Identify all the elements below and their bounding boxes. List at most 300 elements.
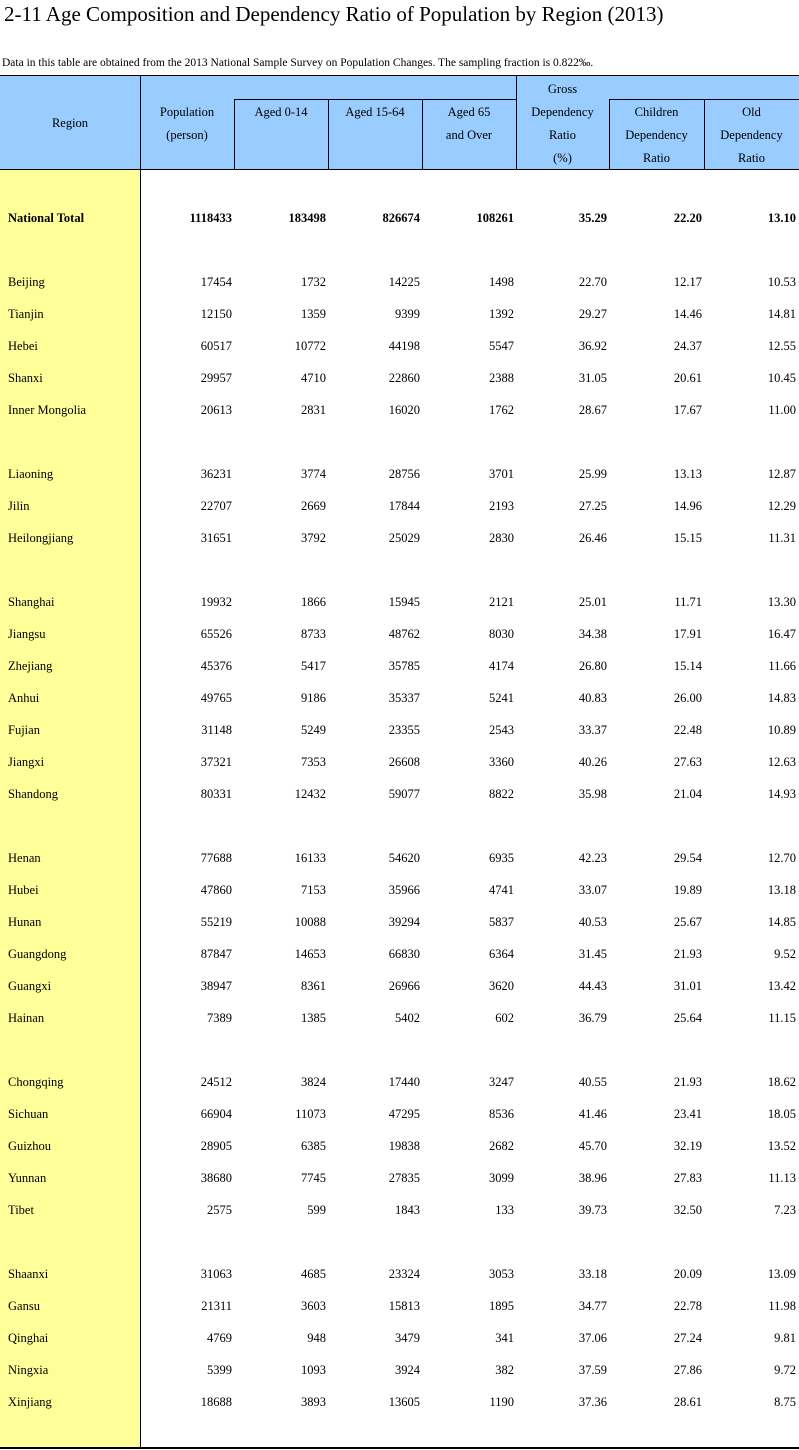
cell-aged-65: 1895	[489, 1299, 514, 1313]
cell-region: Yunnan	[8, 1171, 47, 1185]
cell-children: 26.00	[673, 691, 702, 705]
table-row	[0, 842, 799, 874]
cell-aged-0-14: 1359	[301, 307, 326, 321]
cell-population: 80331	[200, 787, 232, 801]
cell-aged-65: 5241	[489, 691, 514, 705]
header-children-line: Ratio	[642, 151, 671, 165]
cell-gross: 41.46	[578, 1107, 607, 1121]
cell-aged-15-64: 15813	[388, 1299, 420, 1313]
cell-region: Anhui	[8, 691, 40, 705]
cell-aged-15-64: 35337	[388, 691, 420, 705]
cell-aged-0-14: 7745	[301, 1171, 326, 1185]
table-note: Data in this table are obtained from the 2013 National Sample Survey on Population Changes. The sampling fraction is 0.822‰.	[2, 57, 594, 69]
cell-region: Guangdong	[8, 947, 67, 961]
cell-region: Hebei	[8, 339, 38, 353]
header-gross-line: (%)	[553, 151, 572, 165]
cell-aged-0-14: 7153	[301, 883, 326, 897]
cell-gross: 35.29	[578, 211, 607, 225]
cell-population: 2575	[207, 1203, 232, 1217]
cell-gross: 25.01	[578, 595, 607, 609]
table-row	[0, 1194, 799, 1226]
cell-aged-65: 3053	[489, 1267, 514, 1281]
cell-region: Jilin	[8, 499, 30, 513]
cell-population: 37321	[200, 755, 232, 769]
table-row	[0, 1258, 799, 1290]
cell-region: Heilongjiang	[8, 531, 74, 545]
cell-aged-65: 6364	[489, 947, 514, 961]
cell-gross: 39.73	[578, 1203, 607, 1217]
cell-region: Shanxi	[8, 371, 43, 385]
cell-gross: 26.46	[578, 531, 607, 545]
cell-aged-0-14: 5417	[301, 659, 326, 673]
cell-gross: 37.06	[578, 1331, 607, 1345]
cell-old: 14.85	[767, 915, 796, 929]
cell-gross: 40.83	[578, 691, 607, 705]
cell-region: Tibet	[8, 1203, 34, 1217]
header-gross-line: Gross	[547, 82, 578, 96]
cell-region: Gansu	[8, 1299, 40, 1313]
cell-aged-0-14: 7353	[301, 755, 326, 769]
header-children-dependency	[609, 101, 704, 170]
cell-gross: 40.53	[578, 915, 607, 929]
table-row	[0, 490, 799, 522]
cell-population: 19932	[200, 595, 232, 609]
cell-aged-15-64: 826674	[382, 211, 420, 225]
cell-population: 7389	[207, 1011, 232, 1025]
cell-gross: 33.18	[578, 1267, 607, 1281]
cell-aged-0-14: 1732	[301, 275, 326, 289]
cell-region: Shanghai	[8, 595, 55, 609]
header-aged-65	[422, 101, 516, 147]
table-row-total	[0, 202, 799, 234]
cell-aged-15-64: 15945	[388, 595, 420, 609]
cell-population: 21311	[201, 1299, 232, 1313]
cell-aged-15-64: 23355	[388, 723, 420, 737]
cell-old: 9.52	[774, 947, 796, 961]
cell-population: 38680	[200, 1171, 232, 1185]
cell-aged-0-14: 3774	[301, 467, 326, 481]
cell-aged-65: 1762	[489, 403, 514, 417]
cell-children: 27.24	[673, 1331, 702, 1345]
cell-population: 28905	[200, 1139, 232, 1153]
cell-old: 18.05	[767, 1107, 796, 1121]
cell-old: 13.18	[767, 883, 796, 897]
cell-aged-15-64: 3924	[395, 1363, 420, 1377]
cell-old: 14.81	[767, 307, 796, 321]
cell-old: 11.13	[768, 1171, 796, 1185]
cell-aged-65: 2682	[489, 1139, 514, 1153]
cell-region: Tianjin	[8, 307, 44, 321]
cell-aged-65: 2193	[489, 499, 514, 513]
cell-region: National Total	[8, 211, 85, 225]
cell-region: Chongqing	[8, 1075, 64, 1089]
cell-children: 14.46	[673, 307, 702, 321]
cell-children: 15.14	[673, 659, 702, 673]
cell-aged-0-14: 3824	[301, 1075, 326, 1089]
cell-aged-0-14: 16133	[294, 851, 326, 865]
cell-gross: 31.05	[578, 371, 607, 385]
cell-gross: 28.67	[578, 403, 607, 417]
cell-children: 27.86	[673, 1363, 702, 1377]
cell-population: 55219	[200, 915, 232, 929]
cell-old: 9.72	[774, 1363, 796, 1377]
cell-children: 25.64	[673, 1011, 702, 1025]
header-gross-line: Ratio	[548, 128, 577, 142]
cell-aged-0-14: 1093	[301, 1363, 326, 1377]
header-aged-15-64: Aged 15-64	[345, 105, 405, 119]
cell-aged-15-64: 14225	[388, 275, 420, 289]
table-bottom-border	[0, 1447, 799, 1449]
cell-old: 11.15	[768, 1011, 796, 1025]
cell-aged-65: 4174	[489, 659, 514, 673]
cell-population: 47860	[200, 883, 232, 897]
cell-population: 36231	[200, 467, 232, 481]
cell-region: Hainan	[8, 1011, 45, 1025]
cell-population: 60517	[200, 339, 232, 353]
cell-region: Inner Mongolia	[8, 403, 87, 417]
cell-children: 32.50	[673, 1203, 702, 1217]
cell-aged-15-64: 47295	[388, 1107, 420, 1121]
cell-population: 24512	[200, 1075, 232, 1089]
cell-aged-65: 2121	[489, 595, 514, 609]
header-divider	[234, 99, 516, 100]
cell-gross: 37.59	[578, 1363, 607, 1377]
cell-old: 13.52	[767, 1139, 796, 1153]
cell-aged-65: 2830	[489, 531, 514, 545]
cell-region: Shaanxi	[8, 1267, 49, 1281]
table-row	[0, 746, 799, 778]
cell-aged-65: 8822	[489, 787, 514, 801]
cell-children: 14.96	[673, 499, 702, 513]
cell-region: Guangxi	[8, 979, 52, 993]
cell-population: 77688	[200, 851, 232, 865]
cell-population: 22707	[200, 499, 232, 513]
cell-aged-0-14: 8733	[301, 627, 326, 641]
header-aged-65-line: and Over	[445, 128, 493, 142]
cell-region: Zhejiang	[8, 659, 53, 673]
cell-aged-65: 3701	[489, 467, 514, 481]
cell-aged-15-64: 39294	[388, 915, 420, 929]
cell-region: Xinjiang	[8, 1395, 52, 1409]
cell-old: 8.75	[774, 1395, 796, 1409]
cell-old: 12.55	[767, 339, 796, 353]
cell-population: 66904	[200, 1107, 232, 1121]
cell-children: 27.83	[673, 1171, 702, 1185]
table-row	[0, 266, 799, 298]
header-old-line: Ratio	[737, 151, 766, 165]
table-title: 2-11 Age Composition and Dependency Ratio of Population by Region (2013)	[4, 2, 664, 26]
table-row	[0, 1098, 799, 1130]
cell-gross: 36.92	[578, 339, 607, 353]
table-row	[0, 1354, 799, 1386]
cell-old: 11.31	[768, 531, 796, 545]
cell-aged-0-14: 6385	[301, 1139, 326, 1153]
cell-population: 20613	[200, 403, 232, 417]
header-old-line: Old	[742, 105, 761, 119]
cell-aged-15-64: 13605	[388, 1395, 420, 1409]
cell-aged-65: 8030	[489, 627, 514, 641]
cell-aged-0-14: 10088	[294, 915, 326, 929]
cell-aged-0-14: 14653	[294, 947, 326, 961]
cell-children: 32.19	[673, 1139, 702, 1153]
cell-population: 29957	[200, 371, 232, 385]
header-children-line: Children	[634, 105, 679, 119]
cell-old: 10.89	[767, 723, 796, 737]
cell-population: 65526	[200, 627, 232, 641]
cell-children: 29.54	[673, 851, 702, 865]
cell-gross: 36.79	[578, 1011, 607, 1025]
cell-gross: 29.27	[578, 307, 607, 321]
cell-aged-0-14: 4685	[301, 1267, 326, 1281]
cell-gross: 44.43	[578, 979, 607, 993]
cell-gross: 31.45	[578, 947, 607, 961]
cell-aged-15-64: 54620	[388, 851, 420, 865]
cell-population: 38947	[200, 979, 232, 993]
cell-region: Hunan	[8, 915, 42, 929]
cell-aged-0-14: 5249	[301, 723, 326, 737]
header-gross-dependency	[516, 78, 609, 170]
cell-old: 16.47	[767, 627, 796, 641]
cell-children: 21.93	[673, 1075, 702, 1089]
cell-old: 18.62	[767, 1075, 796, 1089]
cell-aged-65: 2388	[489, 371, 514, 385]
cell-aged-0-14: 12432	[294, 787, 326, 801]
cell-aged-15-64: 27835	[388, 1171, 420, 1185]
cell-aged-15-64: 35966	[388, 883, 420, 897]
cell-population: 49765	[200, 691, 232, 705]
cell-aged-15-64: 44198	[388, 339, 420, 353]
table-row	[0, 1002, 799, 1034]
cell-old: 11.00	[768, 403, 796, 417]
cell-aged-15-64: 1843	[395, 1203, 420, 1217]
cell-aged-15-64: 66830	[388, 947, 420, 961]
table-row	[0, 1322, 799, 1354]
cell-old: 14.93	[767, 787, 796, 801]
cell-children: 13.13	[673, 467, 702, 481]
cell-aged-65: 1190	[489, 1395, 514, 1409]
cell-gross: 27.25	[578, 499, 607, 513]
cell-aged-15-64: 19838	[388, 1139, 420, 1153]
cell-aged-0-14: 3603	[301, 1299, 326, 1313]
cell-aged-0-14: 1385	[301, 1011, 326, 1025]
cell-children: 17.91	[673, 627, 702, 641]
cell-population: 17454	[200, 275, 232, 289]
cell-aged-0-14: 599	[307, 1203, 326, 1217]
cell-gross: 33.07	[578, 883, 607, 897]
cell-old: 11.66	[768, 659, 796, 673]
cell-aged-65: 3360	[489, 755, 514, 769]
cell-region: Shandong	[8, 787, 58, 801]
header-population	[140, 101, 234, 147]
cell-children: 20.09	[673, 1267, 702, 1281]
cell-gross: 40.26	[578, 755, 607, 769]
cell-aged-15-64: 17844	[388, 499, 420, 513]
cell-children: 25.67	[673, 915, 702, 929]
cell-population: 5399	[207, 1363, 232, 1377]
cell-aged-15-64: 48762	[388, 627, 420, 641]
cell-population: 12150	[200, 307, 232, 321]
cell-population: 4769	[207, 1331, 232, 1345]
cell-aged-65: 2543	[489, 723, 514, 737]
cell-old: 12.29	[767, 499, 796, 513]
cell-aged-15-64: 3479	[395, 1331, 420, 1345]
cell-old: 7.23	[774, 1203, 796, 1217]
cell-gross: 26.80	[578, 659, 607, 673]
cell-children: 19.89	[673, 883, 702, 897]
cell-aged-65: 341	[495, 1331, 514, 1345]
cell-aged-65: 4741	[489, 883, 514, 897]
cell-aged-0-14: 8361	[301, 979, 326, 993]
cell-children: 20.61	[673, 371, 702, 385]
cell-region: Fujian	[8, 723, 40, 737]
cell-aged-15-64: 22860	[388, 371, 420, 385]
table-row	[0, 650, 799, 682]
table-row	[0, 874, 799, 906]
cell-children: 31.01	[673, 979, 702, 993]
table-row	[0, 330, 799, 362]
cell-children: 27.63	[673, 755, 702, 769]
table-row	[0, 362, 799, 394]
cell-aged-0-14: 4710	[301, 371, 326, 385]
cell-aged-65: 133	[495, 1203, 514, 1217]
cell-aged-0-14: 10772	[294, 339, 326, 353]
table-row	[0, 1162, 799, 1194]
table-row	[0, 1066, 799, 1098]
table-row	[0, 298, 799, 330]
cell-population: 18688	[200, 1395, 232, 1409]
cell-aged-65: 6935	[489, 851, 514, 865]
cell-old: 11.98	[768, 1299, 796, 1313]
cell-aged-0-14: 11073	[295, 1107, 326, 1121]
cell-aged-65: 382	[495, 1363, 514, 1377]
cell-aged-15-64: 17440	[388, 1075, 420, 1089]
cell-region: Hubei	[8, 883, 39, 897]
cell-aged-65: 602	[495, 1011, 514, 1025]
cell-population: 31651	[200, 531, 232, 545]
cell-old: 10.53	[767, 275, 796, 289]
cell-aged-15-64: 9399	[395, 307, 420, 321]
table-row	[0, 458, 799, 490]
cell-children: 22.78	[673, 1299, 702, 1313]
cell-aged-15-64: 35785	[388, 659, 420, 673]
cell-children: 22.48	[673, 723, 702, 737]
cell-aged-0-14: 183498	[288, 211, 326, 225]
table-row	[0, 938, 799, 970]
cell-old: 12.63	[767, 755, 796, 769]
cell-aged-65: 8536	[489, 1107, 514, 1121]
cell-aged-0-14: 9186	[301, 691, 326, 705]
header-divider	[609, 99, 799, 100]
cell-gross: 35.98	[578, 787, 607, 801]
table-row	[0, 1386, 799, 1418]
cell-gross: 25.99	[578, 467, 607, 481]
table-row	[0, 394, 799, 426]
cell-aged-65: 5547	[489, 339, 514, 353]
cell-children: 11.71	[674, 595, 702, 609]
cell-children: 21.04	[673, 787, 702, 801]
cell-gross: 42.23	[578, 851, 607, 865]
cell-children: 23.41	[673, 1107, 702, 1121]
cell-region: Jiangsu	[8, 627, 46, 641]
cell-population: 1118433	[189, 211, 232, 225]
cell-children: 24.37	[673, 339, 702, 353]
header-population-line: (person)	[166, 128, 208, 142]
cell-gross: 38.96	[578, 1171, 607, 1185]
table-row	[0, 618, 799, 650]
table-row	[0, 1130, 799, 1162]
cell-aged-15-64: 25029	[388, 531, 420, 545]
cell-aged-15-64: 59077	[388, 787, 420, 801]
cell-region: Ningxia	[8, 1363, 49, 1377]
cell-aged-0-14: 3792	[301, 531, 326, 545]
cell-old: 13.30	[767, 595, 796, 609]
cell-population: 31148	[201, 723, 232, 737]
cell-children: 22.20	[673, 211, 702, 225]
cell-old: 13.42	[767, 979, 796, 993]
cell-old: 12.87	[767, 467, 796, 481]
cell-children: 21.93	[673, 947, 702, 961]
cell-region: Liaoning	[8, 467, 54, 481]
cell-population: 87847	[200, 947, 232, 961]
cell-old: 12.70	[767, 851, 796, 865]
cell-aged-0-14: 3893	[301, 1395, 326, 1409]
cell-old: 10.45	[767, 371, 796, 385]
cell-gross: 22.70	[578, 275, 607, 289]
header-gross-line: Dependency	[531, 105, 594, 119]
header-population-line: Population	[159, 105, 215, 119]
cell-aged-15-64: 26966	[388, 979, 420, 993]
cell-old: 14.83	[767, 691, 796, 705]
header-old-line: Dependency	[720, 128, 783, 142]
cell-old: 13.09	[767, 1267, 796, 1281]
cell-aged-15-64: 5402	[395, 1011, 420, 1025]
table-row	[0, 522, 799, 554]
cell-aged-65: 1498	[489, 275, 514, 289]
cell-region: Guizhou	[8, 1139, 52, 1153]
cell-aged-0-14: 1866	[301, 595, 326, 609]
table-row	[0, 1290, 799, 1322]
cell-aged-15-64: 16020	[388, 403, 420, 417]
table-row	[0, 682, 799, 714]
cell-gross: 34.77	[578, 1299, 607, 1313]
cell-gross: 37.36	[578, 1395, 607, 1409]
cell-aged-15-64: 26608	[388, 755, 420, 769]
header-region: Region	[51, 116, 89, 130]
table-row	[0, 970, 799, 1002]
cell-aged-0-14: 2669	[301, 499, 326, 513]
cell-aged-65: 3099	[489, 1171, 514, 1185]
cell-aged-15-64: 23324	[388, 1267, 420, 1281]
cell-population: 31063	[200, 1267, 232, 1281]
header-aged-0-14: Aged 0-14	[254, 105, 308, 119]
cell-region: Qinghai	[8, 1331, 49, 1345]
cell-gross: 34.38	[578, 627, 607, 641]
cell-children: 28.61	[673, 1395, 702, 1409]
cell-gross: 33.37	[578, 723, 607, 737]
cell-aged-65: 108261	[476, 211, 514, 225]
cell-aged-65: 5837	[489, 915, 514, 929]
header-aged-65-line: Aged 65	[447, 105, 491, 119]
cell-gross: 40.55	[578, 1075, 607, 1089]
cell-aged-65: 1392	[489, 307, 514, 321]
cell-children: 12.17	[673, 275, 702, 289]
cell-gross: 45.70	[578, 1139, 607, 1153]
cell-region: Beijing	[8, 275, 45, 289]
cell-population: 45376	[200, 659, 232, 673]
cell-aged-0-14: 948	[307, 1331, 326, 1345]
cell-old: 9.81	[774, 1331, 796, 1345]
cell-region: Sichuan	[8, 1107, 49, 1121]
